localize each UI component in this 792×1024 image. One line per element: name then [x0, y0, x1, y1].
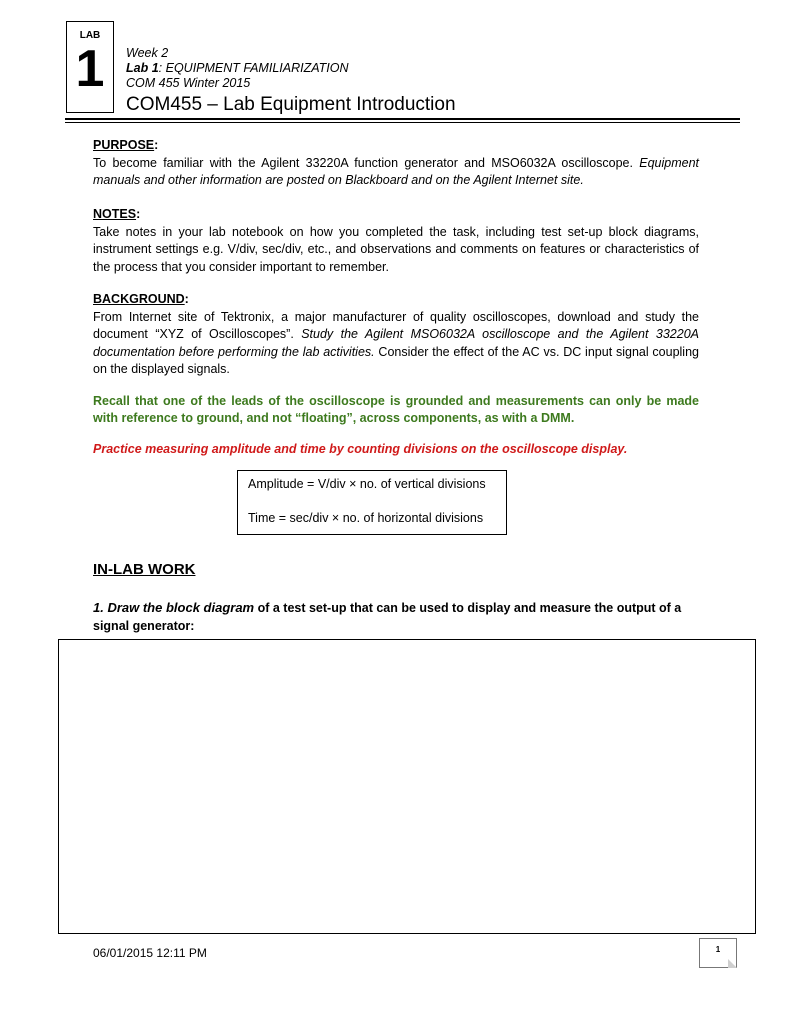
notes-text: Take notes in your lab notebook on how you completed the task, including test set-up block diagrams, instrument settings e.g. V/div, sec/div, etc., and observations and comments on features or characteristics of the process that you consider important to remember.: [93, 224, 699, 274]
question-1-lead: 1. Draw the block diagram: [93, 600, 255, 615]
header-week: Week 2: [126, 46, 169, 60]
page-number-box: [699, 938, 737, 968]
amplitude-formula: Amplitude = V/div × no. of vertical divisions: [248, 477, 486, 491]
lab-number-box: [66, 21, 114, 113]
header-course-term: COM 455 Winter 2015: [126, 76, 251, 90]
page-title: COM455 – Lab Equipment Introduction: [126, 94, 456, 115]
background-italic-text: Study the Agilent MSO6032A oscilloscope and the Agilent 33220A documentation before performing the lab activities.: [93, 327, 699, 359]
header-lab-name: : EQUIPMENT FAMILIARIZATION: [158, 61, 349, 75]
background-section: [93, 291, 699, 379]
time-formula: Time = sec/div × no. of horizontal divisions: [248, 511, 484, 525]
lab-number: 1: [75, 40, 105, 98]
lab-label: LAB: [79, 30, 101, 41]
question-1-text: of a test set-up that can be used to display and measure the output of a signal generator:: [93, 601, 682, 633]
notes-section: [93, 206, 699, 276]
header-lab-title: [126, 61, 348, 76]
purpose-text: To become familiar with the Agilent 33220A function generator and MSO6032A oscilloscope. Equipment manuals and other information are posted on Blackboard and on the Agilent Internet site.: [93, 155, 699, 187]
question-1: [93, 599, 699, 635]
notes-heading: NOTES:: [93, 207, 141, 221]
header-rule-thin: [65, 122, 740, 123]
inlab-heading: IN-LAB WORK: [93, 561, 196, 578]
purpose-heading: PURPOSE:: [93, 138, 159, 152]
header-lab-prefix: Lab 1: [126, 61, 159, 75]
ground-warning-text: Recall that one of the leads of the oscilloscope is grounded and measurements can only be made with reference to ground, and not “floating”, across components, as with a DMM.: [93, 394, 699, 425]
formula-box: [237, 470, 507, 535]
header-rule-thick: [65, 118, 740, 120]
footer-datetime: 06/01/2015 12:11 PM: [93, 946, 207, 960]
background-heading: BACKGROUND:: [93, 292, 189, 306]
page-number: 1: [715, 945, 721, 954]
page-fold-icon: [728, 959, 737, 968]
block-diagram-answer-area[interactable]: [58, 639, 756, 934]
purpose-italic-text: Equipment manuals and other information are posted on Blackboard and on the Agilent Internet site.: [93, 155, 699, 187]
practice-note-text: Practice measuring amplitude and time by counting divisions on the oscilloscope display.: [93, 442, 628, 456]
purpose-section: [93, 137, 699, 190]
background-text: From Internet site of Tektronix, a major manufacturer of quality oscilloscopes, download and study the document “XYZ of Oscilloscopes”. Study the Agilent MSO6032A oscilloscope and the Agilent 33220A documentation before performing the lab activities. Consider the effect of the AC vs. DC input signal coupling on the displayed signals.: [93, 309, 699, 376]
